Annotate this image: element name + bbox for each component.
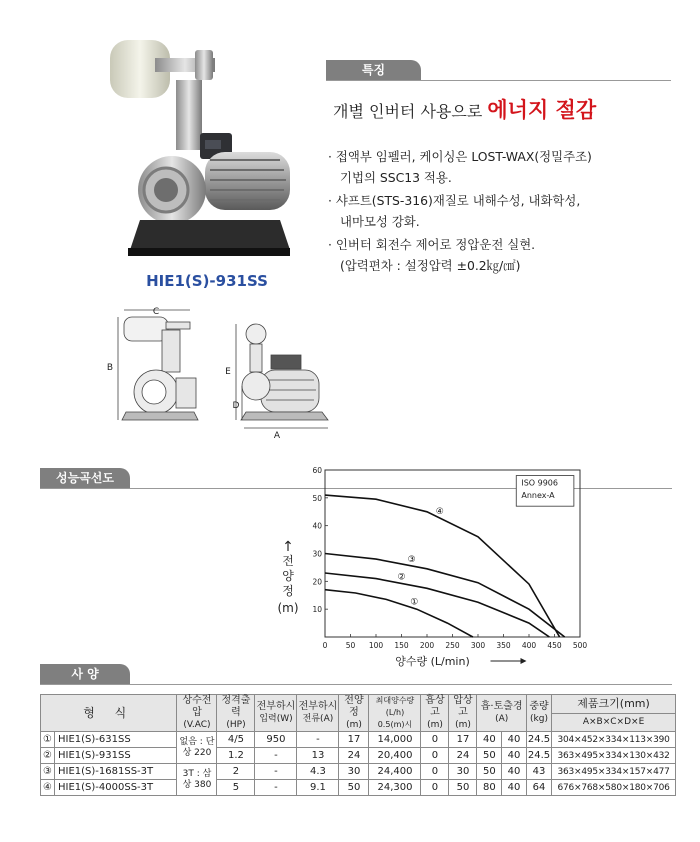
cell-model: HIE1(S)-4000SS-3T: [55, 780, 177, 796]
cell-flow: 24,300: [369, 780, 421, 796]
col-pressure-label: 압상고: [453, 695, 473, 718]
cell-voltage-group: 없음 : 단상 220: [177, 732, 217, 764]
cell-input: -: [255, 764, 297, 780]
cell-head: 30: [339, 764, 369, 780]
cell-size: 304×452×334×113×390: [552, 732, 676, 748]
col-flow: [369, 695, 421, 732]
cell-suction: 0: [421, 764, 449, 780]
cell-flow: 24,400: [369, 764, 421, 780]
cell-no: ②: [41, 748, 55, 764]
x-tick-label: 50: [345, 641, 356, 650]
cell-hp: 2: [217, 764, 255, 780]
x-tick-label: 0: [322, 641, 328, 650]
col-input: [255, 695, 297, 732]
col-bore-unit: (A): [495, 714, 509, 724]
col-model: 형 식: [41, 695, 177, 732]
cell-current: -: [297, 732, 339, 748]
cell-no: ④: [41, 780, 55, 796]
series-line-2: [325, 573, 549, 637]
iso-annotation-line1: ISO 9906: [521, 478, 558, 488]
iso-annotation-line2: Annex-A: [521, 490, 555, 500]
col-voltage-label: 상수전압: [182, 695, 212, 718]
cell-head: 50: [339, 780, 369, 796]
cell-bore_in: 40: [477, 732, 502, 748]
cell-weight: 24.5: [526, 748, 551, 764]
col-hp: [217, 695, 255, 732]
cell-hp: 4/5: [217, 732, 255, 748]
col-hp-unit: (HP): [226, 720, 246, 730]
col-voltage: [177, 695, 217, 732]
cell-no: ③: [41, 764, 55, 780]
cell-size: 363×495×334×130×432: [552, 748, 676, 764]
x-tick-label: 350: [496, 641, 511, 650]
col-current-label: 전부하시: [298, 701, 338, 712]
cell-weight: 24.5: [526, 732, 551, 748]
dim-label-d: D: [232, 401, 240, 411]
col-voltage-unit: (V.AC): [183, 720, 211, 730]
col-flow-unit: 0.5(m)시: [377, 720, 413, 729]
feature-list: [328, 146, 678, 278]
cell-suction: 0: [421, 780, 449, 796]
y-tick-label: 30: [312, 549, 322, 559]
cell-weight: 64: [526, 780, 551, 796]
feature-line: · 접액부 임펠러, 케이싱은 LOST-WAX(정밀주조): [328, 149, 592, 164]
cell-flow: 20,400: [369, 748, 421, 764]
cell-current: 13: [297, 748, 339, 764]
spec-divider: [40, 684, 672, 685]
cell-bore_in: 50: [477, 748, 502, 764]
feature-item: [328, 190, 678, 232]
feature-item: [328, 234, 678, 276]
spec-table: [40, 694, 676, 796]
cell-size: 676×768×580×180×706: [552, 780, 676, 796]
cell-head: 17: [339, 732, 369, 748]
feature-line-cont: 기법의 SSC13 적용.: [340, 170, 452, 185]
x-tick-label: 400: [521, 641, 537, 650]
features-headline: [333, 94, 596, 124]
table-row: [41, 732, 676, 748]
col-current: [297, 695, 339, 732]
x-tick-label: 450: [547, 641, 562, 650]
series-label-3: ③: [407, 554, 416, 565]
y-axis-arrow: ↑: [282, 539, 294, 555]
x-tick-label: 250: [445, 641, 460, 650]
y-tick-label: 50: [312, 493, 322, 503]
cell-bore_out: 40: [502, 732, 527, 748]
x-tick-label: 300: [470, 641, 486, 650]
col-flow-label: 최대양수량(L/h): [375, 696, 415, 717]
cell-suction: 0: [421, 748, 449, 764]
product-model-name: HIE1(S)-931SS: [146, 272, 268, 290]
table-row: [41, 748, 676, 764]
col-head-label: 전양정: [344, 695, 364, 718]
col-size: 제품크기(mm): [552, 695, 676, 714]
cell-input: -: [255, 748, 297, 764]
y-label-char: 전: [282, 554, 294, 568]
x-tick-label: 150: [394, 641, 409, 650]
col-weight: [526, 695, 551, 732]
cell-no: ①: [41, 732, 55, 748]
col-weight-label: 중량: [529, 701, 549, 712]
spec-tab-label: 사 양: [40, 664, 130, 684]
col-size-unit: A×B×C×D×E: [552, 713, 676, 732]
pump-product-image: [110, 40, 290, 265]
y-tick-label: 40: [312, 521, 322, 531]
cell-voltage-group: 3T : 삼상 380: [177, 764, 217, 796]
cell-hp: 5: [217, 780, 255, 796]
performance-curve-chart: [260, 460, 600, 670]
cell-press: 17: [449, 732, 477, 748]
y-label-unit: (m): [277, 601, 299, 615]
x-tick-label: 200: [419, 641, 435, 650]
series-label-1: ①: [410, 597, 419, 608]
col-head: [339, 695, 369, 732]
cell-suction: 0: [421, 732, 449, 748]
col-hp-label: 정격출력: [221, 695, 251, 718]
y-tick-label: 20: [312, 577, 322, 587]
table-row: [41, 764, 676, 780]
cell-weight: 43: [526, 764, 551, 780]
feature-line: · 인버터 회전수 제어로 정압운전 실현.: [328, 237, 536, 252]
cell-flow: 14,000: [369, 732, 421, 748]
features-tab-label: 특징: [326, 60, 421, 80]
cell-input: 950: [255, 732, 297, 748]
feature-item: [328, 146, 678, 188]
chart-x-label: 양수량 (L/min): [395, 655, 470, 668]
cell-bore_out: 40: [502, 764, 527, 780]
series-label-4: ④: [435, 507, 444, 518]
series-line-1: [325, 590, 473, 637]
y-tick-label: 60: [312, 466, 322, 475]
y-tick-label: 10: [312, 605, 322, 615]
dim-label-b: B: [106, 363, 114, 373]
col-pressure: [449, 695, 477, 732]
col-input-unit: 입력(W): [259, 714, 293, 724]
col-bore: [477, 695, 526, 732]
cell-bore_out: 40: [502, 748, 527, 764]
features-divider: [326, 80, 671, 81]
cell-model: HIE1(S)-931SS: [55, 748, 177, 764]
col-head-unit: (m): [346, 720, 362, 730]
table-row: [41, 780, 676, 796]
col-suction: [421, 695, 449, 732]
cell-hp: 1.2: [217, 748, 255, 764]
feature-line: · 샤프트(STS-316)재질로 내해수성, 내화학성,: [328, 193, 581, 208]
headline-accent-text: 에너지 절감: [487, 98, 597, 122]
col-suction-label: 흡상고: [425, 695, 445, 718]
cell-current: 9.1: [297, 780, 339, 796]
y-label-char: 정: [282, 584, 294, 598]
col-pressure-unit: (m): [455, 720, 471, 730]
cell-input: -: [255, 780, 297, 796]
cell-model: HIE1(S)-631SS: [55, 732, 177, 748]
cell-model: HIE1(S)-1681SS-3T: [55, 764, 177, 780]
cell-bore_out: 40: [502, 780, 527, 796]
cell-press: 30: [449, 764, 477, 780]
dim-label-e: E: [225, 367, 231, 377]
col-weight-unit: (kg): [530, 714, 548, 724]
series-line-3: [325, 554, 565, 638]
x-tick-label: 100: [368, 641, 384, 650]
feature-line-cont: (압력편차 : 설정압력 ±0.2㎏/㎠): [340, 258, 521, 273]
cell-press: 50: [449, 780, 477, 796]
y-label-char: 양: [282, 569, 294, 583]
cell-current: 4.3: [297, 764, 339, 780]
dimension-drawings: [96, 300, 336, 440]
cell-press: 24: [449, 748, 477, 764]
cell-bore_in: 80: [477, 780, 502, 796]
col-input-label: 전부하시: [256, 701, 296, 712]
cell-size: 363×495×334×157×477: [552, 764, 676, 780]
feature-line-cont: 내마모성 강화.: [340, 214, 420, 229]
series-label-2: ②: [397, 572, 406, 583]
curve-tab-label: 성능곡선도: [40, 468, 130, 488]
x-tick-label: 500: [572, 641, 588, 650]
headline-plain-text: 개별 인버터 사용으로: [333, 102, 483, 121]
col-current-unit: 전류(A): [302, 714, 334, 724]
cell-head: 24: [339, 748, 369, 764]
dim-label-a: A: [273, 431, 281, 440]
col-bore-label: 흡·토출경: [480, 701, 523, 712]
col-suction-unit: (m): [427, 720, 443, 730]
cell-bore_in: 50: [477, 764, 502, 780]
dim-label-c: C: [152, 307, 160, 317]
x-axis-arrow-head: [521, 658, 527, 664]
